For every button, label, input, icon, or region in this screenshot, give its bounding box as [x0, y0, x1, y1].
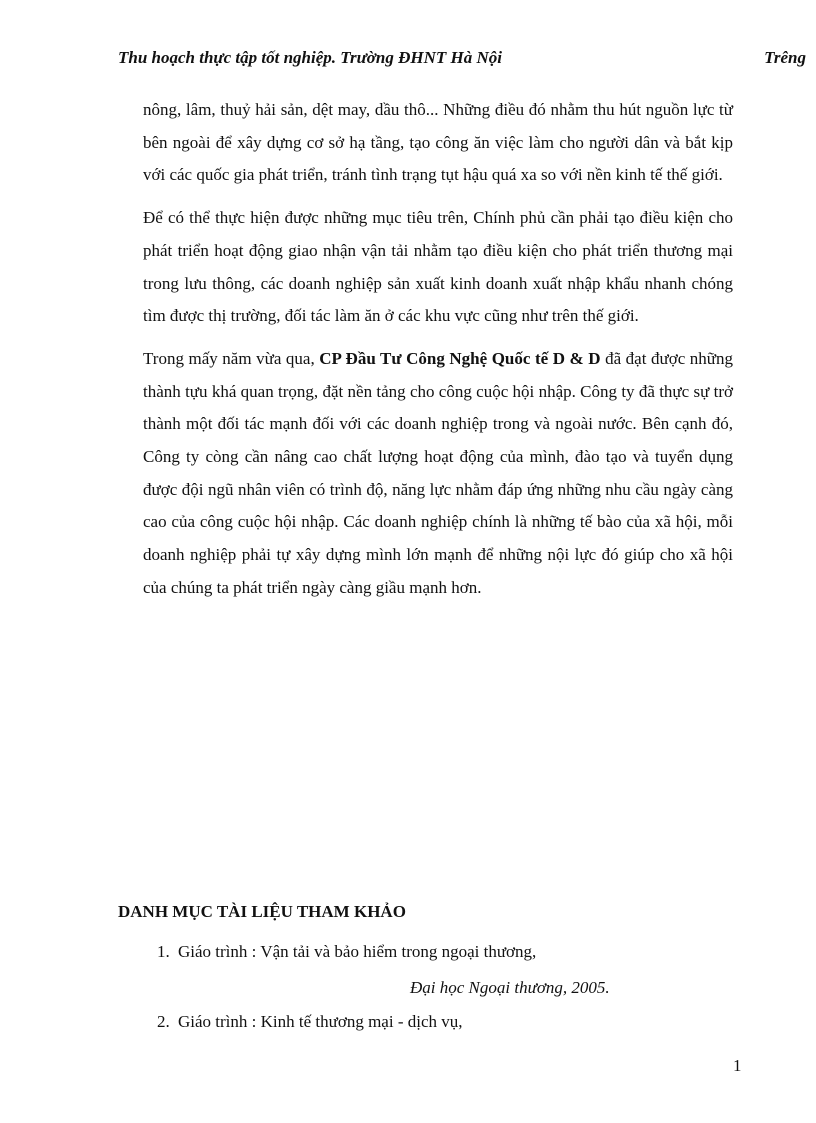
- running-header-right: Trêng: [764, 48, 806, 67]
- paragraph-3-intro: Trong mấy năm vừa qua,: [143, 348, 320, 368]
- paragraph-1: nông, lâm, thuỷ hải sản, dệt may, dầu thô... Những điều đó nhằm thu hút nguồn lực từ bên ngoài để xây dựng cơ sở hạ tầng, tạo công ăn việc làm cho người dân và bắt kịp với các quốc gia phát triển, tránh tình trạng tụt hậu quá xa so với nền kinh tế thế giới.: [143, 100, 733, 185]
- company-name: CP Đầu Tư Công Nghệ Quốc tế D & D: [319, 348, 601, 368]
- reference-source: Đại học Ngoại thương, 2005.: [410, 978, 610, 997]
- reference-number: 1.: [157, 942, 170, 961]
- paragraph-3: [143, 343, 733, 605]
- running-header-title: Thu hoạch thực tập tốt nghiệp. Trường ĐHNT Hà Nội: [118, 48, 503, 67]
- reference-text: Giáo trình : Vận tải và bảo hiểm trong ngoại thương,: [178, 942, 537, 961]
- reference-item: [157, 1012, 463, 1032]
- body-text: [143, 94, 733, 615]
- paragraph-3-rest: đã đạt được những thành tựu khá quan trọng, đặt nền tảng cho công cuộc hội nhập. Công ty đã thực sự trở thành một đối tác mạnh đối với các doanh nghiệp trong và ngoài nước. Bên cạnh đó, Công ty còng cần nâng cao chất lượng hoạt động của mình, đào tạo và tuyển dụng được đội ngũ nhân viên có trình độ, năng lực nhằm đáp ứng những nhu cầu ngày càng cao của công cuộc hội nhập. Các doanh nghiệp chính là những tế bào của xã hội, mỗi doanh nghiệp phải tự xây dựng mình lớn mạnh để những nội lực đó giúp cho xã hội của chúng ta phát triển ngày càng giầu mạnh hơn.: [143, 348, 734, 597]
- references-title: DANH MỤC TÀI LIỆU THAM KHẢO: [118, 902, 406, 921]
- page-number: 1: [733, 1056, 742, 1075]
- reference-item: [157, 942, 536, 962]
- reference-text: Giáo trình : Kinh tế thương mại - dịch vụ,: [178, 1012, 463, 1031]
- paragraph-2: Để có thể thực hiện được những mục tiêu trên, Chính phủ cần phải tạo điều kiện cho phát triển hoạt động giao nhận vận tải nhằm tạo điều kiện cho phát triển thương mại trong lưu thông, các doanh nghiệp sản xuất kinh doanh xuất nhập khẩu nhanh chóng tìm được thị trường, đối tác làm ăn ở các khu vực cũng như trên thế giới.: [143, 208, 733, 326]
- reference-number: 2.: [157, 1012, 170, 1031]
